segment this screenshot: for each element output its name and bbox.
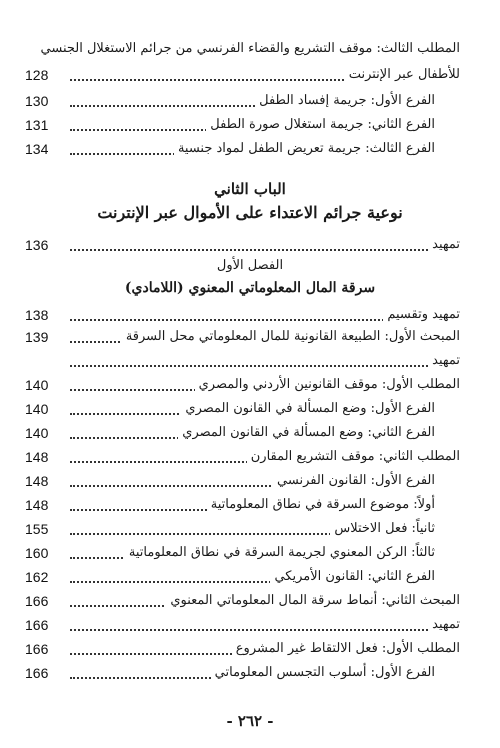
entry-text: الفرع الأول: جريمة إفساد الطفل <box>255 93 435 108</box>
leader-dots <box>70 365 460 367</box>
entry-text: المبحث الأول: الطبيعة القانونية للمال المعلوماتي محل السرقة <box>122 329 460 344</box>
toc-row <box>0 662 500 684</box>
page-number: 136 <box>25 237 49 253</box>
entry-text: الفرع الثاني: القانون الأمريكي <box>270 569 435 584</box>
page-number: 166 <box>25 593 49 609</box>
chapter-subtitle: سرقة المال المعلوماتي المعنوي (اللامادي) <box>124 280 376 296</box>
toc-row <box>0 350 500 372</box>
page-number: 148 <box>25 449 49 465</box>
entry-text: المطلب الأول: موقف القانونين الأردني والمصري <box>195 377 460 392</box>
toc-entry <box>70 662 435 684</box>
toc-entry <box>70 374 460 396</box>
toc-row <box>0 638 500 660</box>
page-number: 162 <box>25 569 49 585</box>
entry-text: الفرع الأول: وضع المسألة في القانون المصري <box>181 401 435 416</box>
toc-row <box>0 566 500 588</box>
toc-entry <box>70 304 460 326</box>
entry-text: الفرع الثاني: وضع المسألة في القانون المصري <box>178 425 435 440</box>
toc-entry <box>70 114 435 136</box>
entry-text: المطلب الأول: فعل الالتقاط غير المشروع <box>232 641 460 656</box>
page-footer: - ٢٦٢ - <box>226 712 274 730</box>
page-number: 140 <box>25 377 49 393</box>
toc-row <box>0 398 500 420</box>
page-number: 139 <box>25 329 49 345</box>
toc-row <box>0 494 500 516</box>
entry-text: تمهيد <box>428 237 460 252</box>
toc-row <box>0 64 500 86</box>
toc-row <box>0 138 500 160</box>
toc-entry <box>70 446 460 468</box>
entry-text: تمهيد <box>428 353 460 368</box>
toc-row <box>0 614 500 636</box>
leader-dots <box>70 629 460 631</box>
toc-entry <box>70 422 435 444</box>
chapter-title: الفصل الأول <box>216 258 284 273</box>
part-subtitle: نوعية جرائم الاعتداء على الأموال عبر الإنترنت <box>97 203 403 222</box>
page-number: 155 <box>25 521 49 537</box>
toc-entry <box>70 638 460 660</box>
page-number: 140 <box>25 425 49 441</box>
toc-entry <box>70 326 460 348</box>
toc-row <box>0 518 500 540</box>
toc-row <box>0 590 500 612</box>
toc-entry <box>70 542 435 564</box>
toc-entry <box>70 470 435 492</box>
page-number: 166 <box>25 665 49 681</box>
page-number: 140 <box>25 401 49 417</box>
part-title: الباب الثاني <box>214 180 286 198</box>
toc-row <box>0 470 500 492</box>
toc-entry <box>70 138 435 160</box>
entry-text: الفرع الثالث: جريمة تعريض الطفل لمواد جنسية <box>174 141 435 156</box>
toc-row <box>0 326 500 348</box>
page-number <box>25 350 61 372</box>
toc-entry <box>70 234 460 256</box>
page-number: 134 <box>25 141 49 157</box>
page-number: 148 <box>25 473 49 489</box>
toc-row <box>0 114 500 136</box>
entry-text: ثالثاً: الركن المعنوي لجريمة السرقة في نطاق المعلوماتية <box>125 545 435 560</box>
page-number: 166 <box>25 617 49 633</box>
leader-dots <box>70 249 460 251</box>
toc-entry <box>70 90 435 112</box>
entry-text: للأطفال عبر الإنترنت <box>345 67 460 82</box>
toc-row <box>0 446 500 468</box>
entry-text: الفرع الثاني: جريمة استغلال صورة الطفل <box>206 117 435 132</box>
toc-entry <box>70 614 460 636</box>
page-number: 160 <box>25 545 49 561</box>
toc-row <box>0 374 500 396</box>
toc-entry <box>70 518 435 540</box>
toc-entry <box>70 398 435 420</box>
entry-text: المطلب الثالث: موقف التشريع والقضاء الفرنسي من جرائم الاستغلال الجنسي <box>40 41 460 56</box>
entry-text: الفرع الأول: القانون الفرنسي <box>273 473 435 488</box>
toc-entry-third-demand <box>40 38 460 60</box>
entry-text: المبحث الثاني: أنماط سرقة المال المعلوماتي المعنوي <box>166 593 460 608</box>
entry-text: تمهيد وتقسيم <box>383 307 460 322</box>
toc-entry <box>70 566 435 588</box>
entry-text: أولاً: موضوع السرقة في نطاق المعلوماتية <box>207 497 435 512</box>
page-number: 130 <box>25 93 49 109</box>
page-number: 131 <box>25 117 49 133</box>
toc-entry <box>70 350 460 372</box>
entry-text: تمهيد <box>428 617 460 632</box>
toc-entry <box>70 494 435 516</box>
page-number: 128 <box>25 67 49 83</box>
toc-row <box>0 90 500 112</box>
toc-entry <box>70 64 460 86</box>
toc-row <box>0 422 500 444</box>
toc-row <box>0 542 500 564</box>
page-number: 138 <box>25 307 49 323</box>
toc-entry <box>70 590 460 612</box>
entry-text: الفرع الأول: أسلوب التجسس المعلوماتي <box>211 665 435 680</box>
entry-text: المطلب الثاني: موقف التشريع المقارن <box>247 449 460 464</box>
toc-row <box>0 304 500 326</box>
page-number: 148 <box>25 497 49 513</box>
toc-row <box>0 234 500 256</box>
page-number: 166 <box>25 641 49 657</box>
entry-text: ثانياً: فعل الاختلاس <box>330 521 435 536</box>
